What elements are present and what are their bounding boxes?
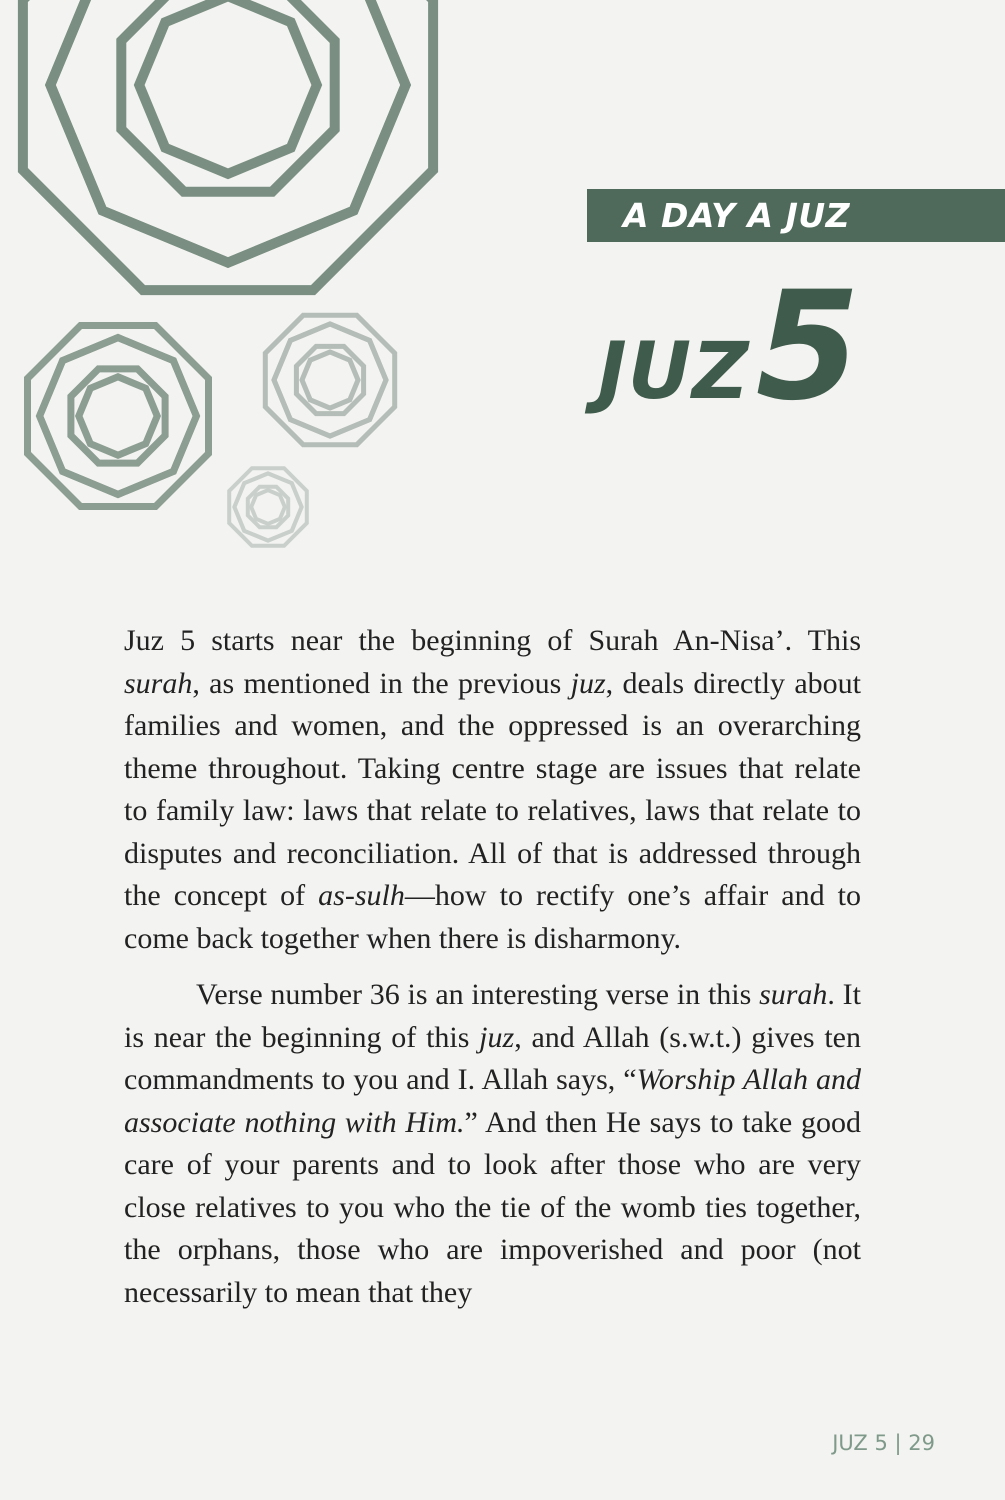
text-run: , deals directly about families and women, and the oppressed is an overarching theme throughout. Taking centre stage are issues that relate to family law: laws that relate to relatives, laws that relate to disputes and reconciliation. All of that is addressed through the concept of: [124, 666, 861, 912]
text-run: , and Allah (s.w.t.) gives ten commandments to you and I. Allah says, “: [124, 1020, 861, 1096]
ornament-ring: [40, 338, 197, 495]
tiny-rosette-ornament: [229, 468, 307, 546]
ornament-ring: [248, 487, 288, 527]
ornament-ring: [23, 0, 433, 290]
text-run: Juz 5 starts near the beginning of Surah An-Nisa’. This: [124, 624, 861, 657]
ornament-ring: [302, 352, 358, 408]
ornament-ring: [251, 490, 285, 524]
italic-term: juz: [570, 666, 606, 700]
italic-term: juz: [479, 1020, 515, 1054]
ornament-ring: [121, 0, 334, 192]
text-run: . It is near the beginning of this: [124, 978, 862, 1054]
text-run: ” And then He says to take good care of your parents and to look after those who are very close relatives to you who the tie of the womb ties together, the orphans, those who are impoverished and poor (not necessarily to mean that they: [124, 1105, 862, 1309]
ornament-ring: [229, 468, 307, 546]
large-rosette-ornament: [23, 0, 433, 290]
chapter-title: [597, 260, 860, 434]
ornament-ring: [71, 369, 165, 463]
ornament-ring: [50, 0, 405, 263]
body-text: [124, 620, 861, 1314]
italic-term: as-sulh: [318, 879, 405, 912]
ornament-ring: [274, 324, 386, 436]
body-paragraph: [124, 974, 861, 1314]
text-run: Verse number 36 is an interesting verse in this: [196, 978, 760, 1011]
page-folio: JUZ 5 | 29: [832, 1431, 935, 1455]
text-run: , as mentioned in the previous: [192, 666, 571, 700]
italic-term: Worship Allah and associate nothing with Him.: [124, 1063, 862, 1139]
chapter-title-number: 5: [755, 260, 860, 434]
ornament-ring: [296, 346, 363, 413]
italic-term: surah: [759, 978, 828, 1011]
italic-term: surah: [124, 666, 193, 700]
chapter-title-word: JUZ: [597, 327, 750, 417]
ornament-ring: [139, 0, 317, 174]
series-label: A DAY A JUZ: [623, 196, 851, 235]
ornament-ring: [79, 377, 157, 455]
medium-rosette-ornament: [28, 326, 209, 507]
ornament-ring: [50, 0, 405, 263]
ornament-ring: [28, 326, 209, 507]
ornament-ring: [234, 473, 301, 540]
text-run: —how to rectify one’s affair and to come back together when there is disharmony.: [124, 879, 862, 955]
ornament-ring: [265, 315, 394, 444]
body-paragraph: [124, 620, 861, 960]
series-banner: [587, 189, 1005, 242]
geometric-ornaments: [0, 0, 470, 560]
small-rosette-ornament: [265, 315, 394, 444]
